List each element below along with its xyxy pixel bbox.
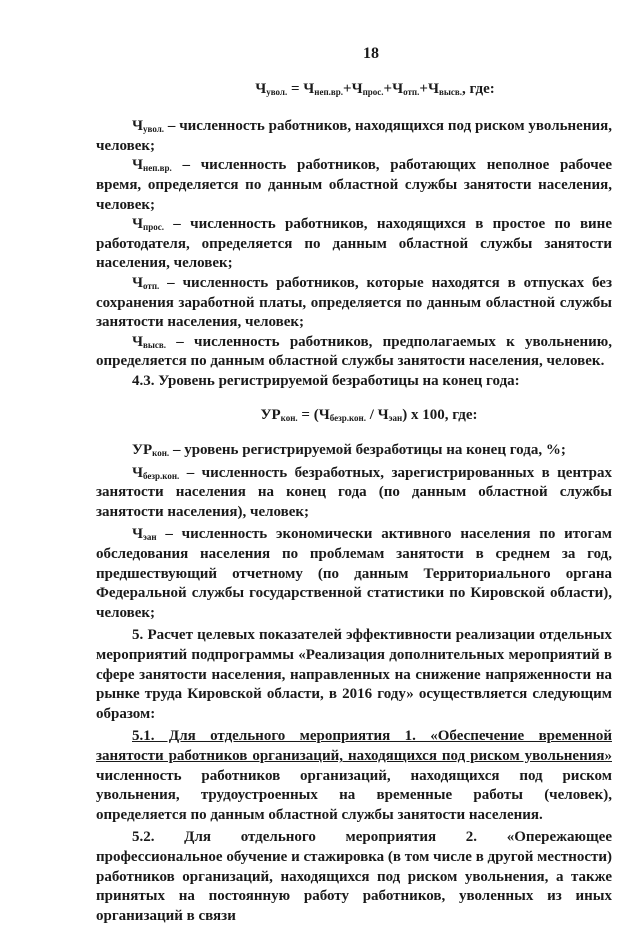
section-5-1-paragraph: 5.1. Для отдельного мероприятия 1. «Обеспечение временной занятости работников организаций, находящихся под риском увольнения» численность работников организаций, находящихся под риском увольнения, трудоустроенных на временные работы (человек), определяется по данным областной службы занятости населения. bbox=[96, 728, 612, 823]
definition-paragraph: $Ч_{эан}$ – численность экономически активного населения по итогам обследования населения по проблемам занятости в среднем за год, предшествующий отчетному (по данным Территориального органа Федеральной службы государственной статистики по Кировской области), человек; bbox=[96, 526, 612, 621]
definition-paragraph: $Ч_{отп.}$ – численность работников, которые находятся в отпусках без сохранения заработной платы, определяется по данным областной службы занятости населения, человек; bbox=[96, 274, 612, 331]
section-5-paragraph: 5. Расчет целевых показателей эффективности реализации отдельных мероприятий подпрограммы «Реализация дополнительных мероприятий в сфере занятости населения, направленных на снижение напряженности на рынке труда Кировской области, в 2016 году» осуществляется следующим образом: bbox=[96, 627, 612, 722]
formula-lhs: $УР_{кон.}$ bbox=[260, 406, 298, 423]
definition-paragraph: $Ч_{неп.вр.}$ – численность работников, работающих неполное рабочее время, определяется по данным областной службы занятости населения, человек; bbox=[96, 157, 612, 213]
section-heading-4-3: 4.3. Уровень регистрируемой безработицы на конец года: bbox=[132, 372, 520, 389]
page-number: 18 bbox=[363, 45, 379, 62]
formula-term: $Ч_{прос.}$ bbox=[351, 80, 384, 97]
formula-term: $Ч_{неп.вр.}$ bbox=[303, 80, 344, 97]
definition-paragraph: $Ч_{высв.}$ – численность работников, предполагаемых к увольнению, определяется по данным областной службы занятости населения, человек. bbox=[96, 333, 612, 370]
formula-term: $Ч_{эан}$ bbox=[377, 406, 403, 423]
section-5-2-paragraph: 5.2. Для отдельного мероприятия 2. «Опережающее профессиональное обучение и стажировка (в том числе в другой местности) работников организаций, находящихся под риском увольнения, а также принятых на постоянную работу работников, уволенных из иных организаций в связи bbox=[96, 829, 613, 924]
formula-term: $Ч_{безр.кон.}$ bbox=[318, 406, 366, 423]
formula-lhs: $Ч_{увол.}$ bbox=[255, 80, 288, 97]
definition-paragraph: $Ч_{прос.}$ – численность работников, находящихся в простое по вине работодателя, определяется по данным областной службы занятости населения, человек; bbox=[96, 216, 612, 272]
definition-paragraph: $Ч_{увол.}$ – численность работников, находящихся под риском увольнения, человек; bbox=[96, 118, 612, 154]
formula-unemployment-rate: $УР_{кон.} = (Ч_{безр.кон.} / Ч_{эан})$ х 100, где: bbox=[260, 406, 478, 423]
formula-term: $Ч_{отп.}$ bbox=[392, 80, 420, 97]
formula-term: $Ч_{высв.}$ bbox=[427, 80, 462, 97]
definition-paragraph: $УР_{кон.}$ – уровень регистрируемой безработицы на конец года, %; bbox=[132, 442, 566, 459]
definition-paragraph: $Ч_{безр.кон.}$ – численность безработных, зарегистрированных в центрах занятости населения на конец года (по данным областной службы занятости населения), человек; bbox=[96, 464, 612, 520]
formula-dismissal-risk: $Ч_{увол.} = Ч_{неп.вр.}+Ч_{прос.}+Ч_{отп.}+Ч_{высв.}$, где: bbox=[255, 80, 495, 97]
